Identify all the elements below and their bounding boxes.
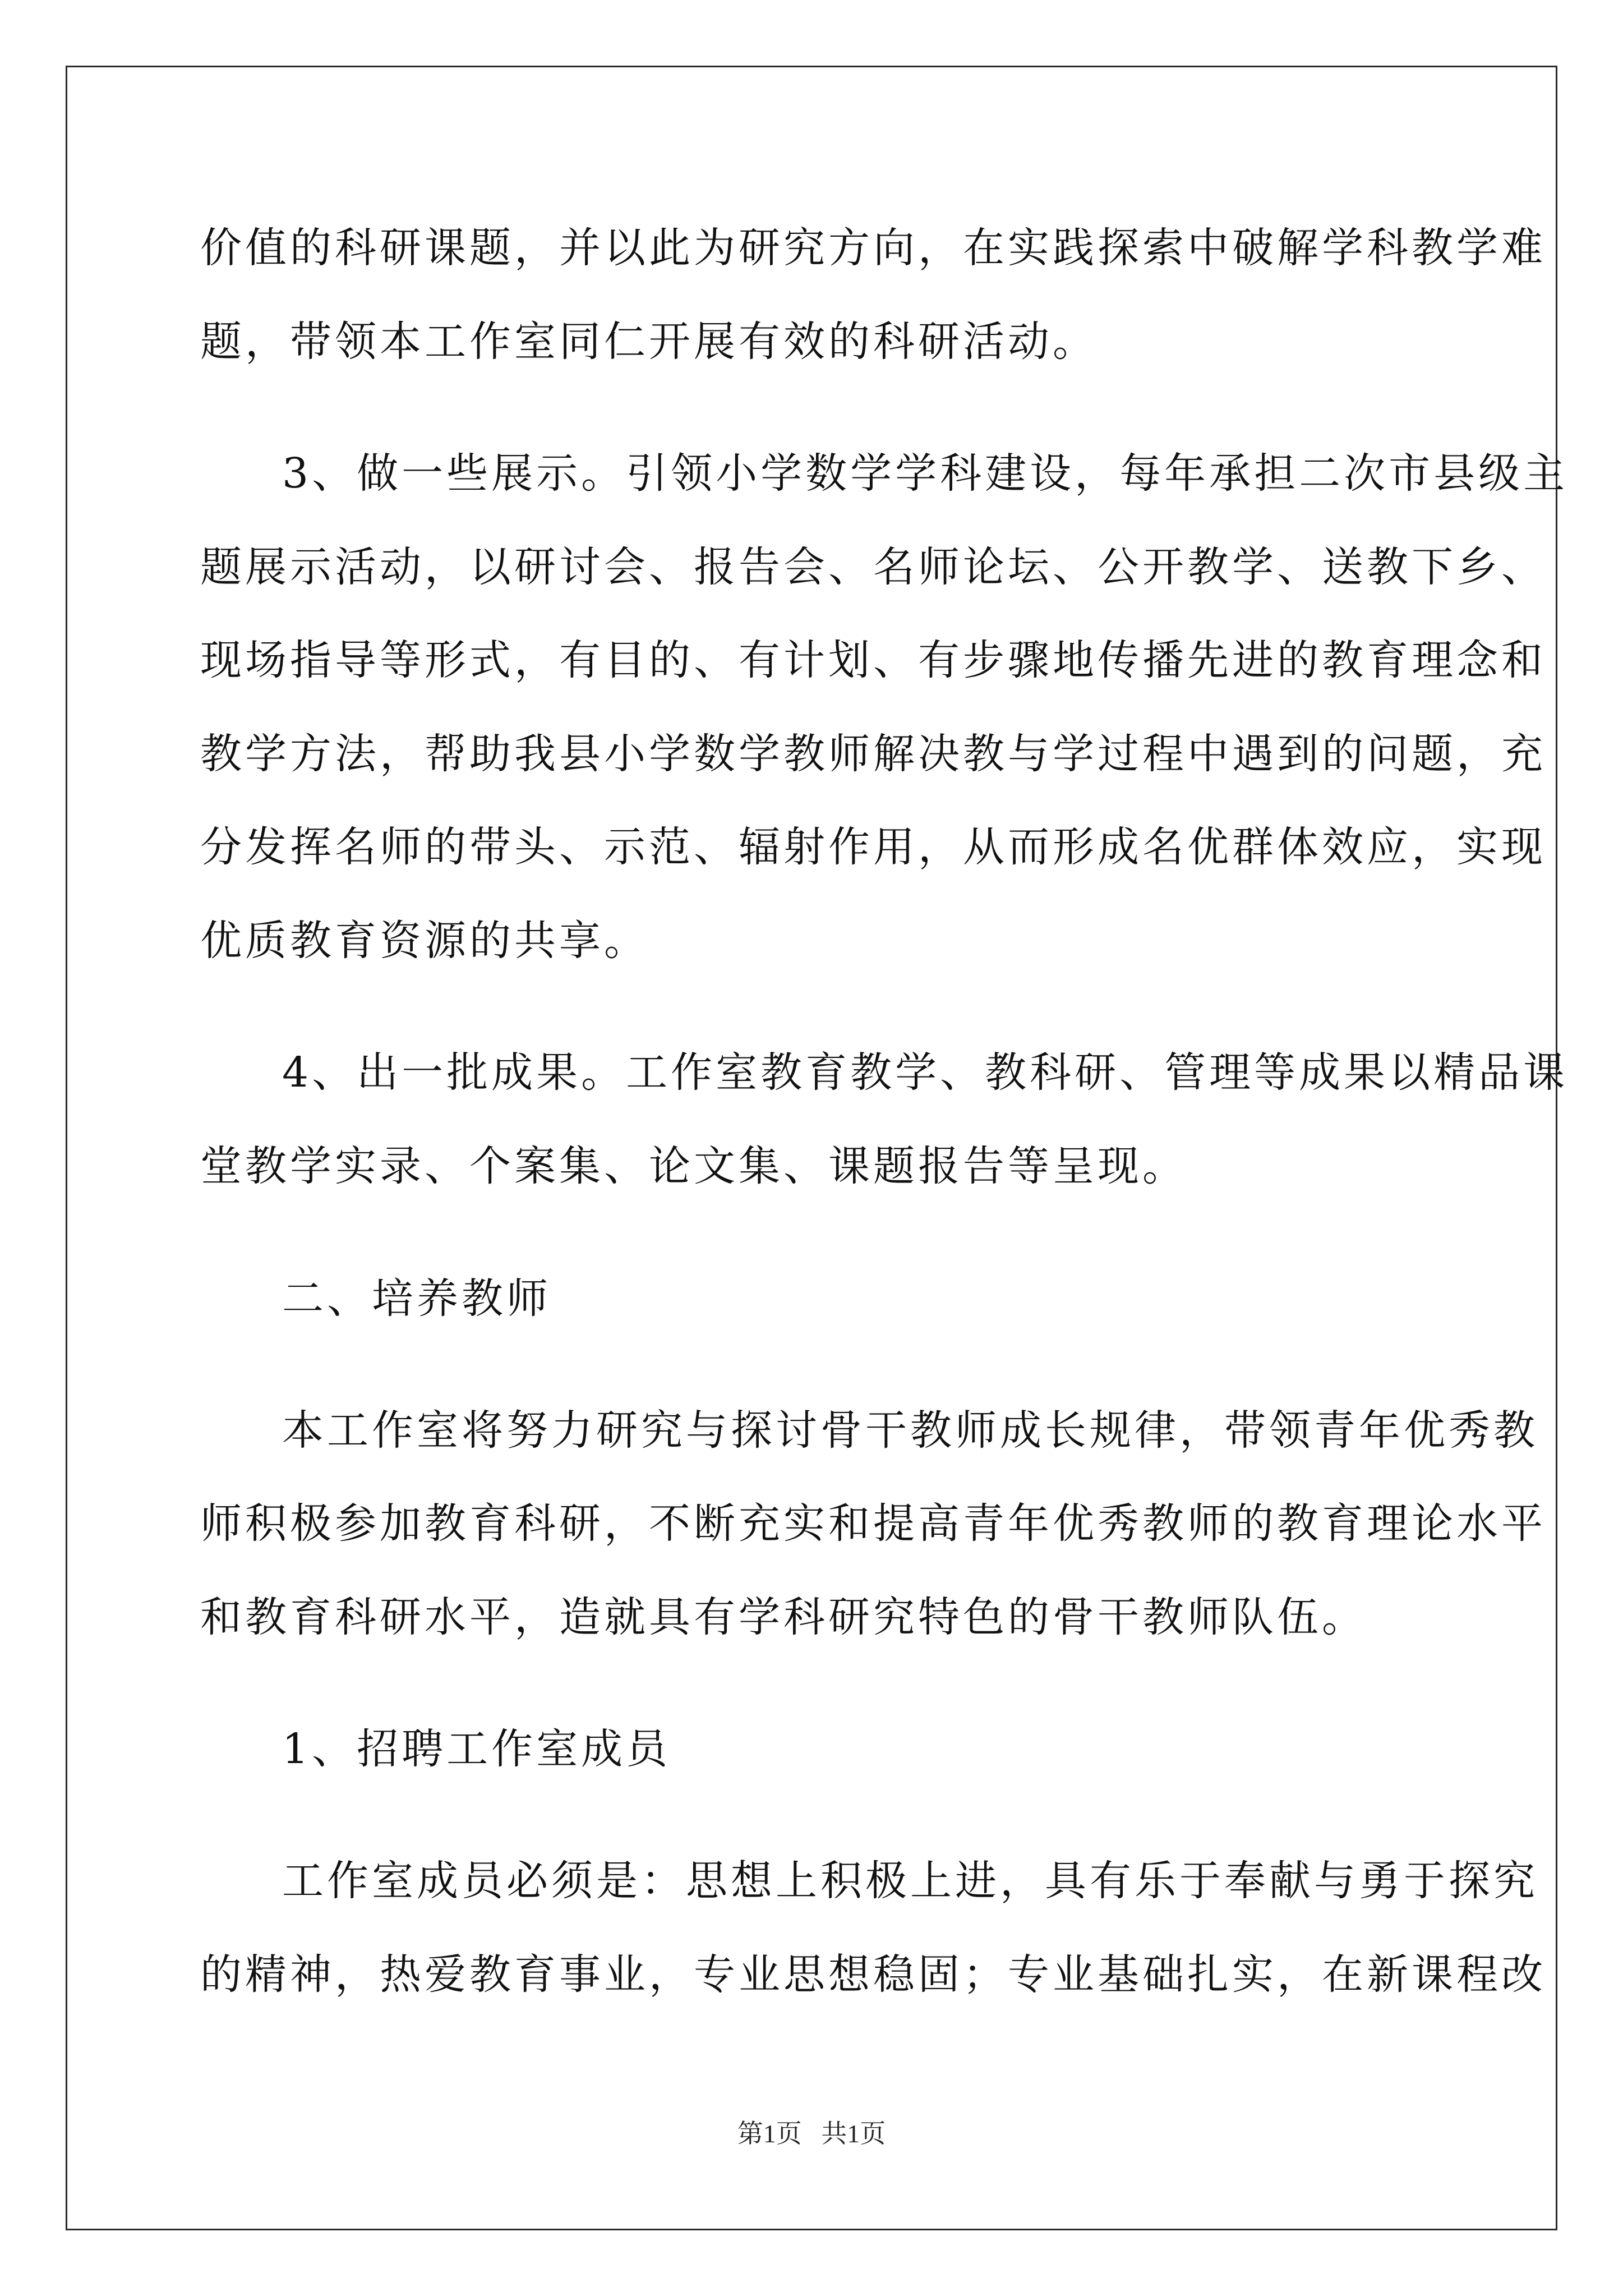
- body-text-line: 和教育科研水平，造就具有学科研究特色的骨干教师队伍。: [200, 1593, 1367, 1641]
- section-heading: 二、培养教师: [282, 1274, 551, 1323]
- page-number-footer: 第1页 共1页: [737, 2119, 886, 2148]
- body-text-line: 题，带领本工作室同仁开展有效的科研活动。: [200, 318, 1098, 366]
- body-text-line: 现场指导等形式，有目的、有计划、有步骤地传播先进的教育理念和: [200, 636, 1546, 684]
- body-text-line: 教学方法，帮助我县小学数学教师解决教与学过程中遇到的问题，充: [200, 730, 1546, 778]
- body-text-line: 的精神，热爱教育事业，专业思想稳固；专业基础扎实，在新课程改: [200, 1950, 1546, 1999]
- body-text-line: 师积极参加教育科研，不断充实和提高青年优秀教师的教育理论水平: [200, 1499, 1546, 1548]
- body-text-line: 3、做一些展示。引领小学数学学科建设，每年承担二次市县级主: [282, 449, 1569, 498]
- body-text-line: 本工作室将努力研究与探讨骨干教师成长规律，带领青年优秀教: [282, 1406, 1538, 1455]
- body-text-line: 分发挥名师的带头、示范、辐射作用，从而形成名优群体效应，实现: [200, 823, 1546, 871]
- body-text-line: 堂教学实录、个案集、论文集、课题报告等呈现。: [200, 1142, 1187, 1190]
- body-text-line: 工作室成员必须是：思想上积极上进，具有乐于奉献与勇于探究: [282, 1857, 1538, 1905]
- body-text-line: 题展示活动，以研讨会、报告会、名师论坛、公开教学、送教下乡、: [200, 543, 1546, 591]
- body-text-line: 4、出一批成果。工作室教育教学、教科研、管理等成果以精品课: [282, 1048, 1569, 1097]
- subsection-heading: 1、招聘工作室成员: [282, 1725, 671, 1773]
- body-text-line: 价值的科研课题，并以此为研究方向，在实践探索中破解学科教学难: [200, 224, 1546, 272]
- body-text-line: 优质教育资源的共享。: [200, 917, 649, 965]
